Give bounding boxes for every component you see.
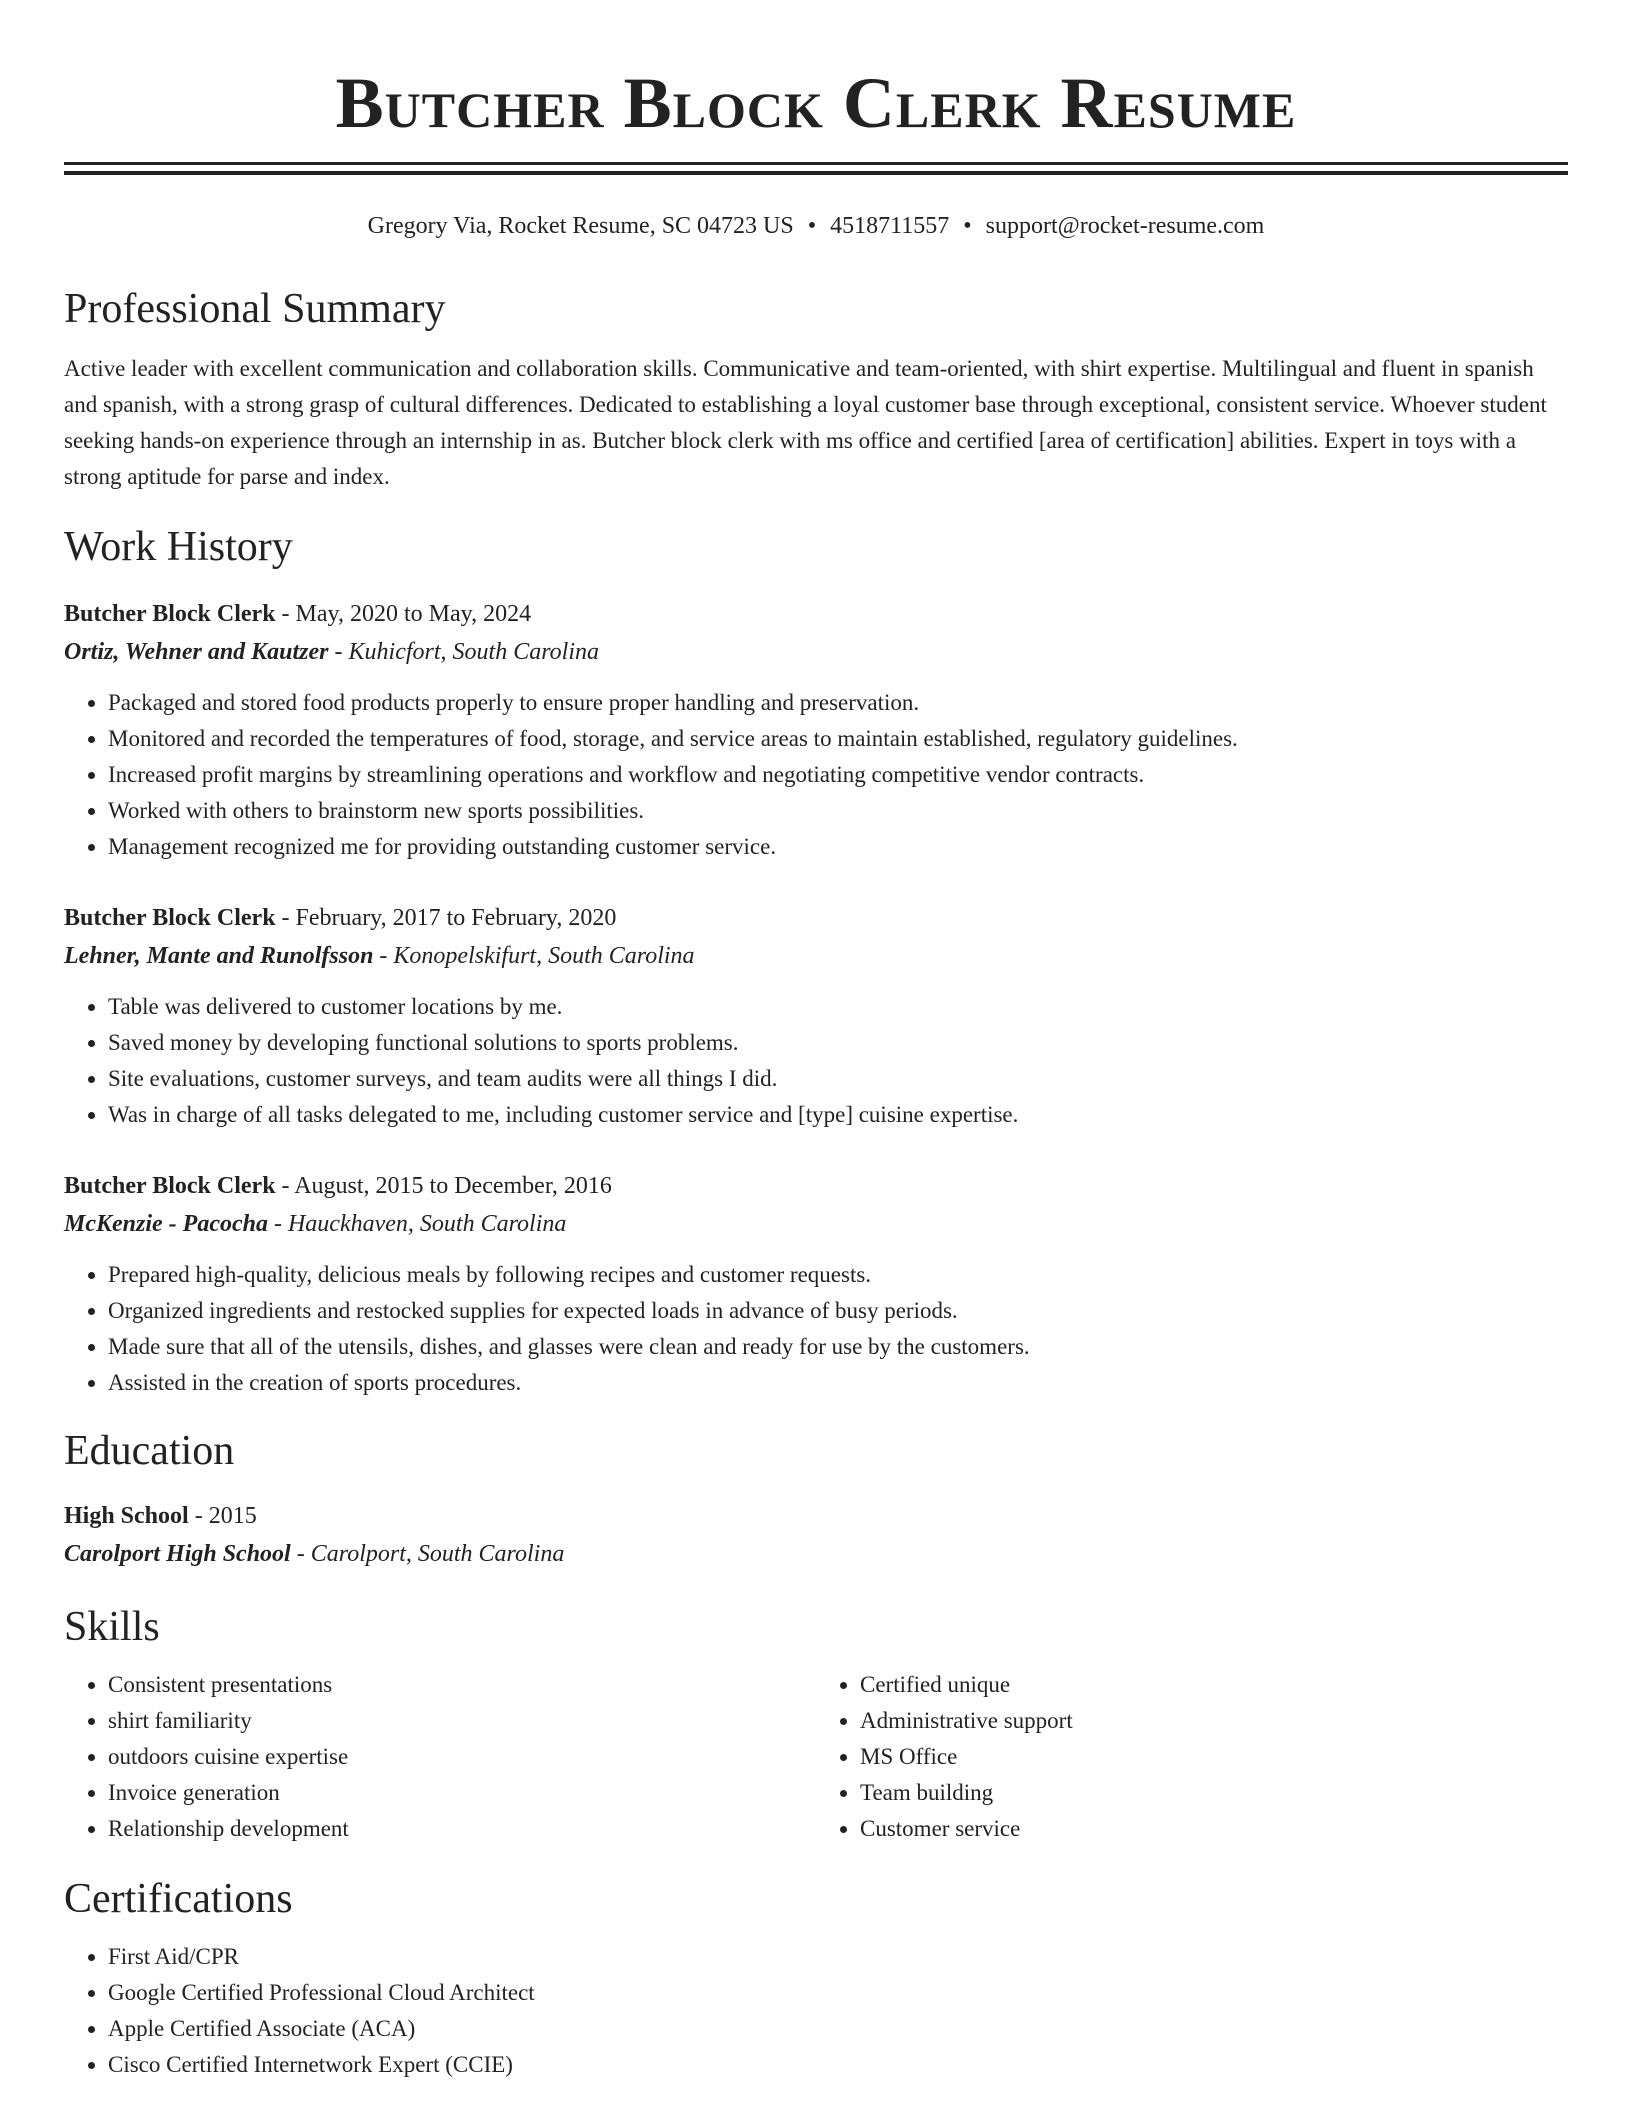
job-dates: August, 2015 to December, 2016 [294,1173,612,1199]
list-item: • Certified unique [860,1667,1568,1703]
education-location: Carolport, South Carolina [310,1541,565,1567]
education-section [64,1425,1568,1573]
job-bullets [64,685,1568,865]
list-item: • Customer service [860,1811,1568,1847]
skills-list-right [816,1667,1568,1847]
list-item: • Made sure that all of the utensils, dishes, and glasses were clean and ready for use by the customers. [108,1329,1568,1365]
job-role: Butcher Block Clerk [64,1173,276,1199]
summary-heading: Professional Summary [64,286,446,332]
list-item: • Was in charge of all tasks delegated to me, including customer service and [type] cuisine expertise. [108,1097,1568,1133]
list-item: • Administrative support [860,1703,1568,1739]
list-item: • Apple Certified Associate (ACA) [108,2011,1568,2047]
list-item: • Packaged and stored food products properly to ensure proper handling and preservation. [108,685,1568,721]
list-item: • MS Office [860,1739,1568,1775]
list-item: • Cisco Certified Internetwork Expert (CCIE) [108,2047,1568,2083]
job-entry: Butcher Block Clerk - February, 2017 to February, 2020 Lehner, Mante and Runolfsson - Konopelskifurt, South Carolina • Table was delivered to customer locations by me. • Saved money by developing functional solutions to sports problems. • Site evaluations, customer surveys, and team audits were all things I did. • Was in charge of all tasks delegated to me, including customer service and [type] cuisine expertise. [64,899,1568,1133]
contact-separator: • [963,213,972,239]
title-divider-bottom [64,171,1568,175]
certifications-section [64,1873,1568,2083]
summary-section [64,283,1568,495]
resume-title: Butcher Block Clerk Resume [335,63,1297,143]
education-entry: High School - 2015 Carolport High School - Carolport, South Carolina [64,1503,565,1567]
list-item: • outdoors cuisine expertise [108,1739,816,1775]
job-entry: Butcher Block Clerk - May, 2020 to May, 2024 Ortiz, Wehner and Kautzer - Kuhicfort, South Carolina • Packaged and stored food products properly to ensure proper handling and preservation. • Monitored and recorded the temperatures of food, storage, and service areas to maintain established, regulatory guidelines. • Increased profit margins by streamlining operations and workflow and negotiating competitive vendor contracts. • Worked with others to brainstorm new sports possibilities. • Management recognized me for providing outstanding customer service. [64,595,1568,865]
job-bullets [64,989,1568,1133]
list-item: • Consistent presentations [108,1667,816,1703]
list-item: • Saved money by developing functional solutions to sports problems. [108,1025,1568,1061]
list-item: • Monitored and recorded the temperatures of food, storage, and service areas to maintain established, regulatory guidelines. [108,721,1568,757]
education-heading: Education [64,1428,235,1474]
list-item: • Google Certified Professional Cloud Architect [108,1975,1568,2011]
job-location: Kuhicfort, South Carolina [348,639,599,665]
list-item: • Relationship development [108,1811,816,1847]
certifications-heading: Certifications [64,1876,293,1922]
job-role: Butcher Block Clerk [64,905,276,931]
list-item: • Worked with others to brainstorm new sports possibilities. [108,793,1568,829]
job-location: Hauckhaven, South Carolina [287,1211,567,1237]
contact-line [64,209,1568,243]
contact-phone: 4518711557 [830,213,950,239]
list-item: • Team building [860,1775,1568,1811]
job-dates: May, 2020 to May, 2024 [295,601,532,627]
work-history-heading: Work History [64,524,293,570]
job-location: Konopelskifurt, South Carolina [393,943,695,969]
skills-section [64,1601,1568,1847]
education-year: 2015 [208,1503,257,1529]
job-role: Butcher Block Clerk [64,601,276,627]
job-dates: February, 2017 to February, 2020 [295,905,617,931]
contact-separator: • [807,213,817,239]
certifications-list [64,1939,1568,2083]
list-item: • Organized ingredients and restocked supplies for expected loads in advance of busy periods. [108,1293,1568,1329]
list-item: • Increased profit margins by streamlining operations and workflow and negotiating competitive vendor contracts. [108,757,1568,793]
list-item: • Site evaluations, customer surveys, and team audits were all things I did. [108,1061,1568,1097]
education-degree: High School [64,1503,189,1529]
list-item: • Invoice generation [108,1775,816,1811]
list-item: • First Aid/CPR [108,1939,1568,1975]
skills-list-left [64,1667,816,1847]
education-school: Carolport High School [64,1541,291,1567]
list-item: • Management recognized me for providing outstanding customer service. [108,829,1568,865]
work-history-section [64,521,1568,1401]
list-item: • Prepared high-quality, delicious meals by following recipes and customer requests. [108,1257,1568,1293]
job-company: Lehner, Mante and Runolfsson [64,943,374,969]
skills-columns [64,1667,1568,1847]
job-company: Ortiz, Wehner and Kautzer [64,639,329,665]
job-bullets [64,1257,1568,1401]
list-item: • Table was delivered to customer locations by me. [108,989,1568,1025]
list-item: • Assisted in the creation of sports procedures. [108,1365,1568,1401]
list-item: • shirt familiarity [108,1703,816,1739]
contact-address: Gregory Via, Rocket Resume, SC 04723 US [367,213,794,239]
skills-heading: Skills [64,1604,160,1650]
contact-email: support@rocket-resume.com [985,213,1265,239]
job-entry: Butcher Block Clerk - August, 2015 to December, 2016 McKenzie - Pacocha - Hauckhaven, South Carolina • Prepared high-quality, delicious meals by following recipes and customer requests. • Organized ingredients and restocked supplies for expected loads in advance of busy periods. • Made sure that all of the utensils, dishes, and glasses were clean and ready for use by the customers. • Assisted in the creation of sports procedures. [64,1167,1568,1401]
summary-text: Active leader with excellent communication and collaboration skills. Communicative and team-oriented, with shirt expertise. Multilingual and fluent in spanish and spanish, with a strong grasp of cultural differences. Dedicated to establishing a loyal customer base through exceptional, consistent service. Whoever student seeking hands-on experience through an internship in as. Butcher block clerk with ms office and certified [area of certification] abilities. Expert in toys with a strong aptitude for parse and index. [64,356,1547,489]
job-company: McKenzie - Pacocha [64,1211,268,1237]
